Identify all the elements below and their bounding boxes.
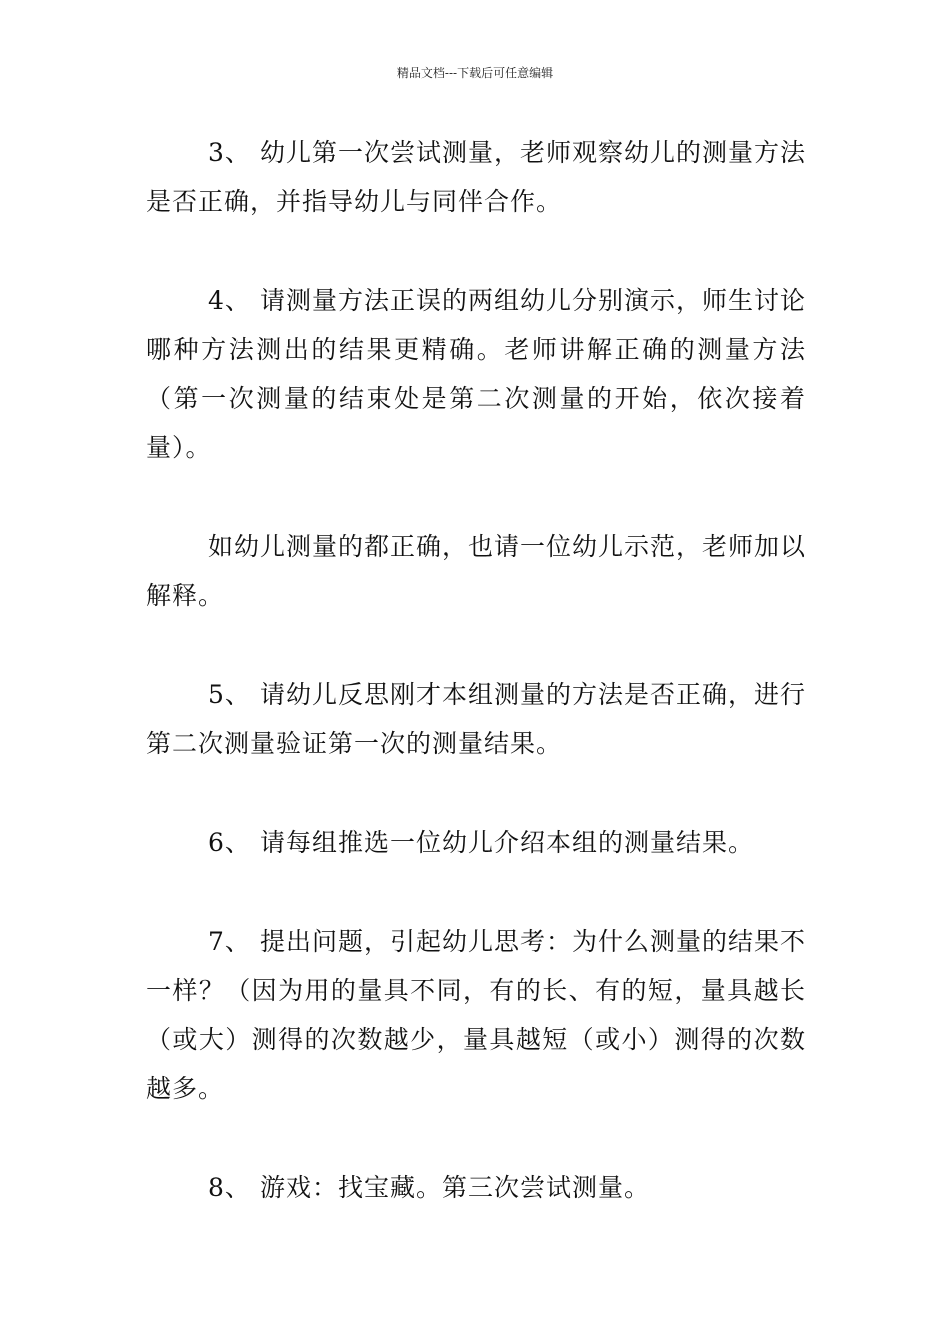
paragraph-text: 幼儿第一次尝试测量，老师观察幼儿的测量方法是否正确，并指导幼儿与同伴合作。	[146, 138, 807, 216]
paragraph-text: 请每组推选一位幼儿介绍本组的测量结果。	[260, 828, 755, 857]
paragraph-text: 如幼儿测量的都正确，也请一位幼儿示范，老师加以解释。	[146, 532, 807, 610]
paragraph-step-8	[146, 1163, 806, 1212]
step-number: 8、	[208, 1173, 251, 1202]
paragraph-text: 提出问题，引起幼儿思考：为什么测量的结果不一样？（因为用的量具不同，有的长、有的短，量具越长（或大）测得的次数越少，量具越短（或小）测得的次数越多。	[146, 927, 807, 1103]
paragraph-step-6	[146, 818, 806, 867]
paragraph-note	[146, 522, 806, 620]
paragraph-text: 请幼儿反思刚才本组测量的方法是否正确，进行第二次测量验证第一次的测量结果。	[146, 680, 807, 758]
document-body	[146, 128, 806, 1262]
paragraph-step-7	[146, 917, 806, 1113]
paragraph-text: 请测量方法正误的两组幼儿分别演示，师生讨论哪种方法测出的结果更精确。老师讲解正确的测量方法（第一次测量的结束处是第二次测量的开始，依次接着量）。	[146, 286, 807, 462]
page-header: 精品文档---下载后可任意编辑	[396, 66, 554, 80]
step-number: 4、	[208, 286, 251, 315]
paragraph-step-4	[146, 276, 806, 472]
step-number: 6、	[208, 828, 251, 857]
paragraph-text: 游戏：找宝藏。第三次尝试测量。	[260, 1173, 651, 1202]
step-number: 3、	[208, 138, 251, 167]
paragraph-step-5	[146, 670, 806, 768]
step-number: 5、	[208, 680, 251, 709]
step-number: 7、	[208, 927, 251, 956]
paragraph-step-3	[146, 128, 806, 226]
